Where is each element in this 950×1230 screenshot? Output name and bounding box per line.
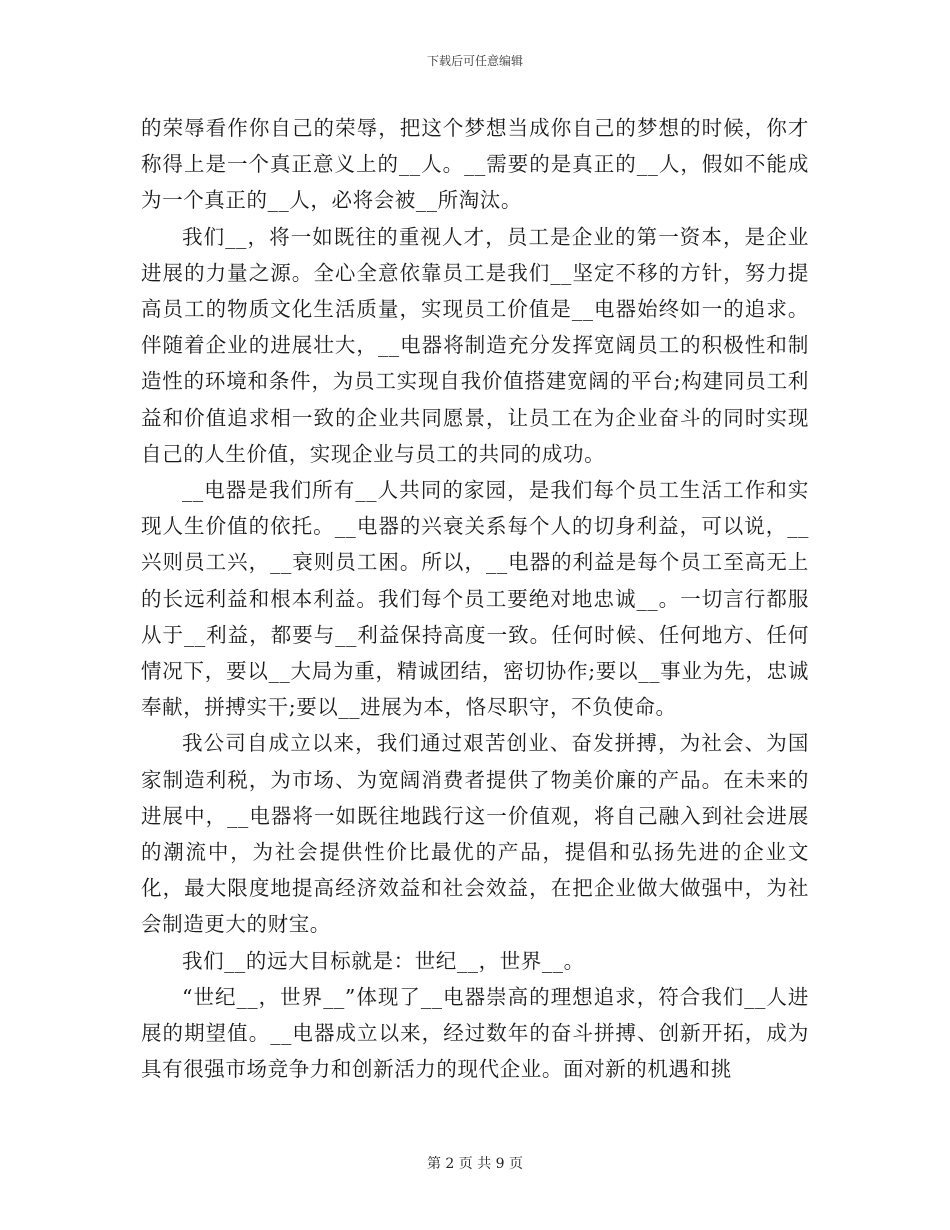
page-footer bbox=[0, 1153, 950, 1173]
paragraph-1: 的荣辱看作你自己的荣辱，把这个梦想当成你自己的梦想的时候，你才称得上是一个真正意义上的__人。__需要的是真正的__人，假如不能成为一个真正的__人，必将会被__所淘汰。 bbox=[141, 116, 809, 213]
paragraph-3: __电器是我们所有__人共同的家园，是我们每个员工生活工作和实现人生价值的依托。__电器的兴衰关系每个人的切身利益，可以说，__兴则员工兴，__衰则员工困。所以，__电器的利益是每个员工至高无上的长远利益和根本利益。我们每个员工要绝对地忠诚__。一切言行都服从于__利益，都要与__利益保持高度一致。任何时候、任何地方、任何情况下，要以__大局为重，精诚团结，密切协作;要以__事业为先，忠诚奉献，拼搏实干;要以__进展为本，恪尽职守，不负使命。 bbox=[141, 478, 809, 720]
paragraph-4: 我公司自成立以来，我们通过艰苦创业、奋发拼搏，为社会、为国家制造利税，为市场、为宽阔消费者提供了物美价廉的产品。在未来的进展中，__电器将一如既往地践行这一价值观，将自己融入到社会进展的潮流中，为社会提供性价比最优的产品，提倡和弘扬先进的企业文化，最大限度地提高经济效益和社会效益，在把企业做大做强中，为社会制造更大的财宝。 bbox=[141, 731, 809, 937]
document-body bbox=[141, 110, 809, 1087]
paragraph-6: “世纪__，世界__”体现了__电器崇高的理想追求，符合我们__人进展的期望值。__电器成立以来，经过数年的奋斗拼搏、创新开拓，成为具有很强市场竞争力和创新活力的现代企业。面对新的机遇和挑 bbox=[141, 984, 809, 1082]
page-header bbox=[0, 52, 950, 69]
page-header-text: 下载后可任意编辑 bbox=[426, 54, 523, 68]
page-number: 第 2 页 共 9 页 bbox=[426, 1156, 524, 1172]
paragraph-5: 我们__的远大目标就是：世纪__，世界__。 bbox=[182, 948, 585, 973]
paragraph-2: 我们__，将一如既往的重视人才，员工是企业的第一资本，是企业进展的力量之源。全心全意依靠员工是我们__坚定不移的方针，努力提高员工的物质文化生活质量，实现员工价值是__电器始终如一的追求。伴随着企业的进展壮大，__电器将制造充分发挥宽阔员工的积极性和制造性的环境和条件，为员工实现自我价值搭建宽阔的平台;构建同员工利益和价值追求相一致的企业共同愿景，让员工在为企业奋斗的同时实现自己的人生价值，实现企业与员工的共同的成功。 bbox=[141, 224, 809, 466]
